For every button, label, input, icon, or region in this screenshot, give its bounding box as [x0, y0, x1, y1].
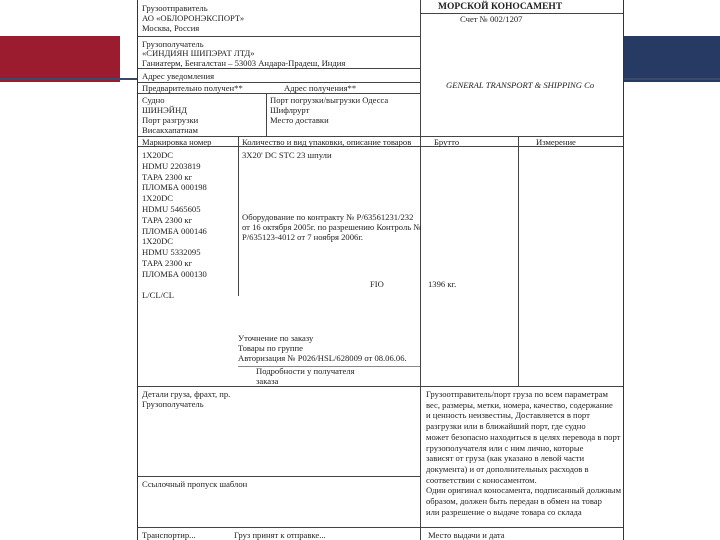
- terms-line: зависят от груза (как указано в левой части: [426, 453, 585, 464]
- marks-column-divider: [238, 136, 239, 296]
- details-note-line: заказа: [256, 376, 279, 386]
- discharge-label: Порт разгрузки: [142, 115, 199, 125]
- footer-transport-label: Транспортир...: [142, 530, 196, 540]
- carrier-terms: [426, 389, 621, 517]
- freight-consignee-label: Грузополучатель: [142, 399, 204, 409]
- vessel-label: Судно: [142, 95, 165, 105]
- marks-line: ТАРА 2300 кг: [142, 257, 193, 268]
- marks-line: HDMU 5465605: [142, 203, 201, 214]
- terms-line: образом, должен быть передан в обмен на товар: [426, 496, 602, 507]
- consignee-details: [142, 48, 345, 68]
- shipper-bottom-rule: [138, 36, 420, 37]
- details-note-rule: [238, 366, 420, 367]
- consignee-line: «СИНДИЯН ШИПЭРАТ ЛТД»: [142, 48, 255, 58]
- invoice-number: Счет № 002/1207: [460, 14, 523, 24]
- measurement-header: Измерение: [536, 137, 576, 147]
- marks-line: [142, 280, 207, 291]
- agent-bottom-rule: [138, 93, 420, 94]
- shipper-line: АО «ОБЛОРОНЭКСПОРТ»: [142, 13, 245, 23]
- header-column-divider: [420, 0, 421, 145]
- terms-line: или разрешение о выдаче товара со склада: [426, 506, 582, 517]
- marks-line: ПЛОМБА 000198: [142, 182, 207, 193]
- marks-line: ТАРА 2300 кг: [142, 214, 193, 225]
- gross-column-divider: [420, 136, 421, 386]
- equipment-line: от 16 октября 2005г. по разрешению Контроль №: [242, 222, 422, 232]
- vessel-value: ШИНЭЙНД: [142, 105, 188, 115]
- measure-column-divider: [518, 136, 519, 386]
- marks-line: 1X20DC: [142, 150, 174, 160]
- containers-description: 3X20' DC STC 23 шпули: [242, 150, 332, 160]
- marks-line: ТАРА 2300 кг: [142, 171, 193, 182]
- lower-column-divider: [420, 386, 421, 540]
- terms-line: Один оригинал коносамента, подписанный должным: [426, 485, 622, 496]
- terms-line: Грузоотправитель/порт груза по всем параметрам: [426, 389, 608, 399]
- shipper-details: [142, 13, 244, 33]
- customer-note-line: Уточнение по заказу: [238, 333, 314, 343]
- consignee-label: Грузополучатель: [142, 39, 204, 49]
- table-bottom-rule: [138, 386, 623, 387]
- terms-line: вес, размеры, метки, номера, качество, содержание: [426, 399, 613, 410]
- vessel-right-block: [270, 95, 388, 125]
- footer-issue-place-label: Место выдачи и дата: [428, 530, 505, 540]
- equipment-description: [242, 212, 422, 242]
- terms-line: соответствии с коносаментом.: [426, 474, 537, 485]
- customer-note-line: Авторизация № P026/HSL/628009 от 08.06.06.: [238, 353, 407, 363]
- marks-line: 1X20DC: [142, 236, 174, 247]
- customer-note-line: Товары по группе: [238, 343, 303, 353]
- marks-line: HDMU 2203819: [142, 160, 201, 171]
- equipment-line: Оборудование по контракту № P/63561231/232: [242, 212, 414, 222]
- marks-list: [142, 150, 207, 301]
- terms-line: может безопасно находиться в целях перевода в порт: [426, 431, 621, 442]
- marks-header: Маркировка номер: [142, 137, 212, 147]
- fio-code: FIO: [370, 279, 384, 289]
- footer-top-rule: [138, 527, 623, 528]
- marks-line: 1X20DC: [142, 193, 174, 204]
- delivery-place-label: Место доставки: [270, 115, 329, 125]
- terms-line: разгрузки или в ближайший порт, где судно: [426, 421, 586, 432]
- freight-bottom-rule: [138, 476, 420, 477]
- terms-line: документа) и от дополнительных расходов в: [426, 463, 589, 474]
- consignee-details-note: [256, 366, 355, 386]
- consignee-bottom-rule: [138, 68, 420, 69]
- receipt-place-label: Адрес получения**: [284, 83, 357, 93]
- shipper-line: Москва, Россия: [142, 23, 200, 33]
- terms-line: грузополучателя или с ним лично, которые: [426, 442, 584, 453]
- marks-line: ПЛОМБА 000146: [142, 225, 207, 236]
- discharge-value: Висакхапатнам: [142, 125, 198, 135]
- equipment-line: P/635123-4012 от 7 ноября 2006г.: [242, 232, 364, 242]
- consignee-line: Ганиатерм, Бенгалстан – 53003 Андара-Прадеш, Индия: [142, 58, 346, 68]
- pre-carriage-label: Предварительно получен**: [142, 83, 243, 93]
- marks-line: L/CL/CL: [142, 290, 174, 301]
- freight-label: Детали груза, фрахт, пр.: [142, 389, 231, 399]
- footer-received-label: Груз принят к отправке...: [234, 530, 326, 540]
- charges-label: Ссылочный пропуск шаблон: [142, 479, 248, 489]
- shipper-label: Грузоотправитель: [142, 3, 208, 13]
- marks-line: HDMU 5332095: [142, 247, 201, 258]
- loading-port-value: Шифлрурт: [270, 105, 310, 115]
- document-title: МОРСКОЙ КОНОСАМЕНТ: [438, 2, 563, 12]
- description-header: Количество и вид упаковки, описание товаров: [242, 137, 412, 147]
- vessel-left-block: [142, 95, 198, 135]
- loading-port-label: Порт погрузки/выгрузки Одесса: [270, 95, 389, 105]
- gross-weight-value: 1396 кг.: [428, 279, 457, 289]
- customer-notes: [238, 333, 407, 363]
- carrier-name: GENERAL TRANSPORT & SHIPPING Co: [446, 80, 595, 90]
- marks-line: ПЛОМБА 000130: [142, 268, 207, 279]
- decorative-red-band: [0, 36, 120, 82]
- details-note-line: Подробности у получателя: [256, 366, 355, 376]
- gross-weight-header: Брутто: [434, 137, 460, 147]
- terms-line: и ценность неизвестны, Доставляется в порт: [426, 410, 590, 421]
- notify-label: Адрес уведомления: [142, 71, 215, 81]
- bill-of-lading-document: [137, 0, 624, 540]
- vessel-column-divider: [266, 93, 267, 136]
